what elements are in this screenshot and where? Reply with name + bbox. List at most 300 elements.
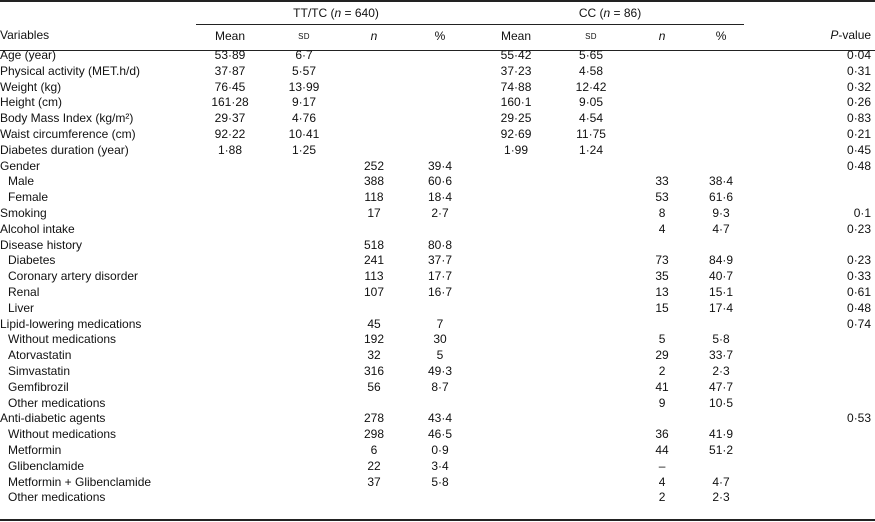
ttc-mean bbox=[196, 459, 264, 475]
ttc-sd: 5·57 bbox=[291, 63, 317, 78]
ttc-pct bbox=[404, 222, 476, 238]
ttc-pct bbox=[404, 301, 476, 317]
cc-pct bbox=[698, 238, 744, 254]
p-value: 0·26 bbox=[847, 95, 872, 110]
table-row bbox=[0, 380, 875, 396]
ttc-sd bbox=[264, 411, 344, 427]
ttc-sd bbox=[264, 364, 344, 380]
ttc-n bbox=[344, 301, 404, 317]
cc-n: 5 bbox=[658, 332, 666, 347]
cc-mean bbox=[476, 206, 556, 222]
cc-mean bbox=[476, 490, 556, 506]
ttc-pct bbox=[404, 111, 476, 127]
ttc-n: 17 bbox=[367, 205, 381, 220]
cc-n: – bbox=[658, 458, 666, 473]
p-value: 0·32 bbox=[847, 79, 872, 94]
cc-n: 73 bbox=[655, 253, 669, 268]
cc-n: 29 bbox=[655, 348, 669, 363]
ttc-n: 278 bbox=[363, 411, 385, 426]
p-value bbox=[744, 380, 875, 396]
p-value bbox=[744, 332, 875, 348]
ttc-mean bbox=[196, 427, 264, 443]
ttc-n: 316 bbox=[363, 363, 385, 378]
ttc-n: 241 bbox=[363, 253, 385, 268]
cc-pct bbox=[698, 80, 744, 96]
ttc-pct: 37·7 bbox=[428, 253, 453, 268]
table-row bbox=[0, 459, 875, 475]
group-ttc-prefix: TT/TC ( bbox=[293, 6, 335, 21]
cc-n bbox=[626, 111, 698, 127]
ttc-pct bbox=[404, 490, 476, 506]
ttc-mean: 92·22 bbox=[214, 126, 246, 141]
ttc-mean bbox=[196, 253, 264, 269]
table-row bbox=[0, 269, 875, 285]
p-value: 0·48 bbox=[847, 300, 872, 315]
cc-n: 2 bbox=[658, 490, 666, 505]
cc-sd: 4·54 bbox=[579, 111, 604, 126]
p-value bbox=[744, 348, 875, 364]
ttc-sd bbox=[264, 490, 344, 506]
p-value bbox=[744, 364, 875, 380]
cc-mean bbox=[476, 159, 556, 175]
cc-mean bbox=[476, 443, 556, 459]
cc-mean: 1·99 bbox=[504, 142, 529, 157]
cc-pct: 38·4 bbox=[709, 174, 734, 189]
cc-n bbox=[626, 238, 698, 254]
cc-n: 13 bbox=[655, 284, 669, 299]
cc-pct: 51·2 bbox=[709, 442, 734, 457]
ttc-pct bbox=[404, 48, 476, 64]
ttc-n: 518 bbox=[363, 237, 385, 252]
group-cc-n: n bbox=[603, 6, 611, 21]
cc-n: 2 bbox=[658, 363, 666, 378]
ttc-mean bbox=[196, 206, 264, 222]
cc-pct: 17·4 bbox=[709, 300, 734, 315]
ttc-n: 107 bbox=[363, 284, 385, 299]
col-header-cc-mean: Mean bbox=[501, 28, 532, 43]
cc-sd bbox=[556, 285, 626, 301]
col-header-cc-sd: sd bbox=[585, 29, 597, 42]
ttc-pct: 5 bbox=[436, 348, 444, 363]
row-label: Body Mass Index (kg/m²) bbox=[0, 111, 134, 126]
cc-mean bbox=[476, 332, 556, 348]
table-row bbox=[0, 396, 875, 412]
row-label: Waist circumference (cm) bbox=[0, 126, 136, 141]
ttc-pct: 49·3 bbox=[428, 363, 453, 378]
cc-mean: 92·69 bbox=[500, 126, 532, 141]
cc-n: 44 bbox=[655, 442, 669, 457]
col-header-pvalue bbox=[744, 25, 875, 49]
cc-mean: 55·42 bbox=[500, 48, 532, 62]
p-value: 0·23 bbox=[847, 253, 872, 268]
ttc-mean bbox=[196, 269, 264, 285]
ttc-mean bbox=[196, 285, 264, 301]
ttc-pct bbox=[404, 64, 476, 80]
group-header-row bbox=[0, 4, 875, 25]
column-header-row bbox=[0, 25, 875, 49]
group-ttc-n: n bbox=[334, 6, 342, 21]
ttc-mean bbox=[196, 190, 264, 206]
cc-mean bbox=[476, 317, 556, 333]
ttc-n bbox=[344, 222, 404, 238]
table-row bbox=[0, 222, 875, 238]
ttc-mean bbox=[196, 222, 264, 238]
row-label: Physical activity (MET.h/d) bbox=[0, 63, 141, 78]
ttc-pct: 80·8 bbox=[428, 237, 453, 252]
cc-mean bbox=[476, 348, 556, 364]
ttc-n bbox=[344, 127, 404, 143]
p-value: 0·1 bbox=[853, 205, 872, 220]
top-rule bbox=[0, 0, 875, 2]
p-value bbox=[744, 475, 875, 491]
table-row bbox=[0, 143, 875, 159]
ttc-mean bbox=[196, 174, 264, 190]
ttc-pct: 8·7 bbox=[431, 379, 449, 394]
ttc-mean bbox=[196, 443, 264, 459]
cc-mean: 74·88 bbox=[500, 79, 532, 94]
row-label: Atorvastatin bbox=[8, 348, 72, 363]
cc-mean bbox=[476, 411, 556, 427]
ttc-sd bbox=[264, 380, 344, 396]
cc-sd: 1·24 bbox=[579, 142, 604, 157]
ttc-mean: 1·88 bbox=[217, 142, 243, 157]
table-row bbox=[0, 253, 875, 269]
col-header-ttc-mean: Mean bbox=[214, 28, 246, 43]
ttc-sd bbox=[264, 269, 344, 285]
cc-n: 8 bbox=[658, 205, 666, 220]
p-value: 0·53 bbox=[847, 411, 872, 426]
ttc-pct: 30 bbox=[433, 332, 447, 347]
ttc-pct: 2·7 bbox=[431, 205, 449, 220]
ttc-sd: 9·17 bbox=[291, 95, 317, 110]
cc-n: 41 bbox=[655, 379, 669, 394]
cc-pct: 4·7 bbox=[712, 221, 730, 236]
col-header-ttc-sd: sd bbox=[298, 29, 310, 42]
pvalue-p: P bbox=[830, 28, 839, 43]
row-label: Metformin bbox=[8, 442, 62, 457]
row-label: Other medications bbox=[8, 395, 106, 410]
ttc-n bbox=[344, 48, 404, 64]
row-label: Smoking bbox=[0, 205, 47, 220]
cc-sd: 5·65 bbox=[579, 48, 604, 62]
group-header-cc bbox=[476, 4, 744, 25]
p-value: 0·74 bbox=[847, 316, 872, 331]
row-label: Female bbox=[8, 190, 49, 205]
ttc-pct bbox=[404, 143, 476, 159]
ttc-sd bbox=[264, 475, 344, 491]
ttc-n: 32 bbox=[367, 348, 381, 363]
cc-pct: 84·9 bbox=[709, 253, 734, 268]
cc-sd bbox=[556, 380, 626, 396]
row-label: Male bbox=[8, 174, 35, 189]
col-header-cc-pct: % bbox=[715, 28, 727, 43]
ttc-mean bbox=[196, 411, 264, 427]
ttc-sd bbox=[264, 253, 344, 269]
ttc-sd bbox=[264, 301, 344, 317]
table-row bbox=[0, 301, 875, 317]
ttc-pct bbox=[404, 396, 476, 412]
table-row bbox=[0, 475, 875, 491]
ttc-pct: 46·5 bbox=[428, 427, 453, 442]
ttc-pct bbox=[404, 80, 476, 96]
ttc-mean bbox=[196, 364, 264, 380]
ttc-mean bbox=[196, 332, 264, 348]
ttc-sd bbox=[264, 427, 344, 443]
table-body bbox=[0, 48, 875, 506]
ttc-pct: 18·4 bbox=[428, 190, 453, 205]
col-header-ttc-pct: % bbox=[434, 28, 446, 43]
ttc-pct: 43·4 bbox=[428, 411, 453, 426]
cc-pct: 61·6 bbox=[709, 190, 734, 205]
cc-sd bbox=[556, 317, 626, 333]
cc-pct bbox=[698, 127, 744, 143]
p-value: 0·31 bbox=[847, 63, 872, 78]
cc-sd bbox=[556, 269, 626, 285]
cc-n: 53 bbox=[655, 190, 669, 205]
ttc-pct bbox=[404, 127, 476, 143]
ttc-n: 298 bbox=[363, 427, 385, 442]
p-value bbox=[744, 174, 875, 190]
ttc-sd: 13·99 bbox=[288, 79, 320, 94]
characteristics-table bbox=[0, 4, 875, 506]
cc-n: 9 bbox=[658, 395, 666, 410]
cc-sd: 9·05 bbox=[579, 95, 604, 110]
table-row bbox=[0, 95, 875, 111]
cc-pct: 33·7 bbox=[709, 348, 734, 363]
cc-pct: 41·9 bbox=[709, 427, 734, 442]
cc-n: 4 bbox=[658, 474, 666, 489]
ttc-n bbox=[344, 111, 404, 127]
ttc-sd bbox=[264, 238, 344, 254]
cc-mean bbox=[476, 396, 556, 412]
cc-sd bbox=[556, 427, 626, 443]
table-row bbox=[0, 443, 875, 459]
row-label: Alcohol intake bbox=[0, 221, 75, 236]
pvalue-rest: -value bbox=[838, 28, 872, 43]
row-label: Metformin + Glibenclamide bbox=[8, 474, 152, 489]
cc-sd bbox=[556, 332, 626, 348]
ttc-n bbox=[344, 143, 404, 159]
p-value: 0·04 bbox=[847, 48, 872, 62]
row-label: Without medications bbox=[8, 427, 117, 442]
cc-mean: 29·25 bbox=[500, 111, 532, 126]
ttc-mean bbox=[196, 475, 264, 491]
group-cc-suffix: = 86) bbox=[610, 6, 642, 21]
group-ttc-suffix: = 640) bbox=[341, 6, 379, 21]
cc-mean bbox=[476, 364, 556, 380]
cc-pct bbox=[698, 64, 744, 80]
ttc-n bbox=[344, 80, 404, 96]
row-label: Renal bbox=[8, 284, 40, 299]
ttc-sd: 1·25 bbox=[291, 142, 317, 157]
cc-mean: 160·1 bbox=[500, 95, 532, 110]
cc-pct: 47·7 bbox=[709, 379, 734, 394]
row-label: Weight (kg) bbox=[0, 79, 62, 94]
cc-pct: 9·3 bbox=[712, 205, 730, 220]
table-row bbox=[0, 332, 875, 348]
ttc-n: 252 bbox=[363, 158, 385, 173]
ttc-n bbox=[344, 490, 404, 506]
ttc-pct: 17·7 bbox=[428, 269, 453, 284]
row-label: Without medications bbox=[8, 332, 117, 347]
table-row bbox=[0, 206, 875, 222]
p-value bbox=[744, 396, 875, 412]
cc-pct bbox=[698, 95, 744, 111]
cc-pct: 10·5 bbox=[709, 395, 734, 410]
cc-pct: 2·3 bbox=[712, 490, 730, 505]
table-row bbox=[0, 64, 875, 80]
table-row bbox=[0, 411, 875, 427]
ttc-pct: 16·7 bbox=[428, 284, 453, 299]
col-header-cc-n: n bbox=[658, 28, 666, 43]
ttc-pct: 3·4 bbox=[431, 458, 449, 473]
cc-sd bbox=[556, 238, 626, 254]
ttc-sd bbox=[264, 190, 344, 206]
ttc-mean bbox=[196, 301, 264, 317]
cc-sd bbox=[556, 459, 626, 475]
cc-pct bbox=[698, 143, 744, 159]
cc-pct: 2·3 bbox=[712, 363, 730, 378]
ttc-mean: 76·45 bbox=[214, 79, 246, 94]
row-label: Liver bbox=[8, 300, 35, 315]
table-row bbox=[0, 427, 875, 443]
cc-mean bbox=[476, 427, 556, 443]
ttc-sd bbox=[264, 159, 344, 175]
p-value: 0·61 bbox=[847, 284, 872, 299]
cc-sd bbox=[556, 190, 626, 206]
ttc-sd: 10·41 bbox=[288, 126, 320, 141]
cc-pct bbox=[698, 317, 744, 333]
ttc-sd bbox=[264, 222, 344, 238]
ttc-pct: 39·4 bbox=[428, 158, 453, 173]
table-row bbox=[0, 285, 875, 301]
cc-sd bbox=[556, 348, 626, 364]
ttc-pct: 60·6 bbox=[428, 174, 453, 189]
ttc-sd bbox=[264, 396, 344, 412]
cc-sd bbox=[556, 490, 626, 506]
cc-mean bbox=[476, 222, 556, 238]
row-label: Age (year) bbox=[0, 48, 57, 62]
cc-n bbox=[626, 143, 698, 159]
ttc-sd bbox=[264, 174, 344, 190]
ttc-mean: 161·28 bbox=[211, 95, 249, 110]
ttc-mean bbox=[196, 348, 264, 364]
row-label: Anti-diabetic agents bbox=[0, 411, 106, 426]
bottom-rule bbox=[0, 519, 875, 521]
row-label: Height (cm) bbox=[0, 95, 63, 110]
cc-n: 35 bbox=[655, 269, 669, 284]
ttc-n: 192 bbox=[363, 332, 385, 347]
group-header-ttc bbox=[196, 4, 476, 25]
p-value bbox=[744, 427, 875, 443]
row-label: Coronary artery disorder bbox=[8, 269, 139, 284]
ttc-pct: 7 bbox=[436, 316, 444, 331]
cc-sd bbox=[556, 301, 626, 317]
cc-mean bbox=[476, 174, 556, 190]
cc-n: 15 bbox=[655, 300, 669, 315]
cc-mean bbox=[476, 459, 556, 475]
ttc-n bbox=[344, 95, 404, 111]
table-row bbox=[0, 348, 875, 364]
cc-n bbox=[626, 159, 698, 175]
ttc-mean bbox=[196, 490, 264, 506]
p-value: 0·33 bbox=[847, 269, 872, 284]
row-label: Lipid-lowering medications bbox=[0, 316, 142, 331]
cc-sd bbox=[556, 253, 626, 269]
row-label: Diabetes bbox=[8, 253, 56, 268]
table-row bbox=[0, 238, 875, 254]
ttc-mean bbox=[196, 396, 264, 412]
cc-pct bbox=[698, 459, 744, 475]
ttc-n: 22 bbox=[367, 458, 381, 473]
ttc-sd bbox=[264, 348, 344, 364]
cc-n bbox=[626, 317, 698, 333]
p-value bbox=[744, 443, 875, 459]
ttc-mean bbox=[196, 159, 264, 175]
ttc-sd: 4·76 bbox=[291, 111, 317, 126]
cc-sd: 12·42 bbox=[575, 79, 607, 94]
cc-sd bbox=[556, 364, 626, 380]
p-value: 0·45 bbox=[847, 142, 872, 157]
ttc-sd bbox=[264, 443, 344, 459]
ttc-n: 56 bbox=[367, 379, 381, 394]
table-row bbox=[0, 80, 875, 96]
row-label: Gender bbox=[0, 158, 41, 173]
table-row bbox=[0, 127, 875, 143]
table-row bbox=[0, 111, 875, 127]
ttc-pct: 0·9 bbox=[431, 442, 449, 457]
p-value: 0·21 bbox=[847, 126, 872, 141]
table-row bbox=[0, 48, 875, 64]
cc-mean bbox=[476, 301, 556, 317]
ttc-sd bbox=[264, 317, 344, 333]
p-value bbox=[744, 490, 875, 506]
cc-n bbox=[626, 411, 698, 427]
cc-n: 33 bbox=[655, 174, 669, 189]
ttc-sd bbox=[264, 332, 344, 348]
p-value: 0·23 bbox=[847, 221, 872, 236]
cc-sd bbox=[556, 475, 626, 491]
cc-sd: 11·75 bbox=[576, 126, 606, 141]
ttc-sd bbox=[264, 459, 344, 475]
cc-pct bbox=[698, 411, 744, 427]
cc-sd bbox=[556, 206, 626, 222]
ttc-n bbox=[344, 396, 404, 412]
cc-pct: 5·8 bbox=[712, 332, 730, 347]
ttc-mean: 29·37 bbox=[214, 111, 246, 126]
ttc-sd bbox=[264, 285, 344, 301]
cc-mean bbox=[476, 269, 556, 285]
row-label: Other medications bbox=[8, 490, 106, 505]
ttc-n: 45 bbox=[367, 316, 381, 331]
cc-n bbox=[626, 80, 698, 96]
ttc-pct bbox=[404, 95, 476, 111]
cc-n: 4 bbox=[658, 221, 666, 236]
ttc-n: 113 bbox=[364, 269, 384, 284]
ttc-pct: 5·8 bbox=[431, 474, 449, 489]
cc-pct bbox=[698, 48, 744, 64]
table-row bbox=[0, 174, 875, 190]
cc-sd bbox=[556, 396, 626, 412]
cc-mean: 37·23 bbox=[500, 63, 532, 78]
table-row bbox=[0, 190, 875, 206]
cc-mean bbox=[476, 238, 556, 254]
ttc-n: 37 bbox=[367, 474, 381, 489]
cc-sd bbox=[556, 443, 626, 459]
row-label: Glibenclamide bbox=[8, 458, 85, 473]
cc-mean bbox=[476, 285, 556, 301]
cc-sd bbox=[556, 411, 626, 427]
